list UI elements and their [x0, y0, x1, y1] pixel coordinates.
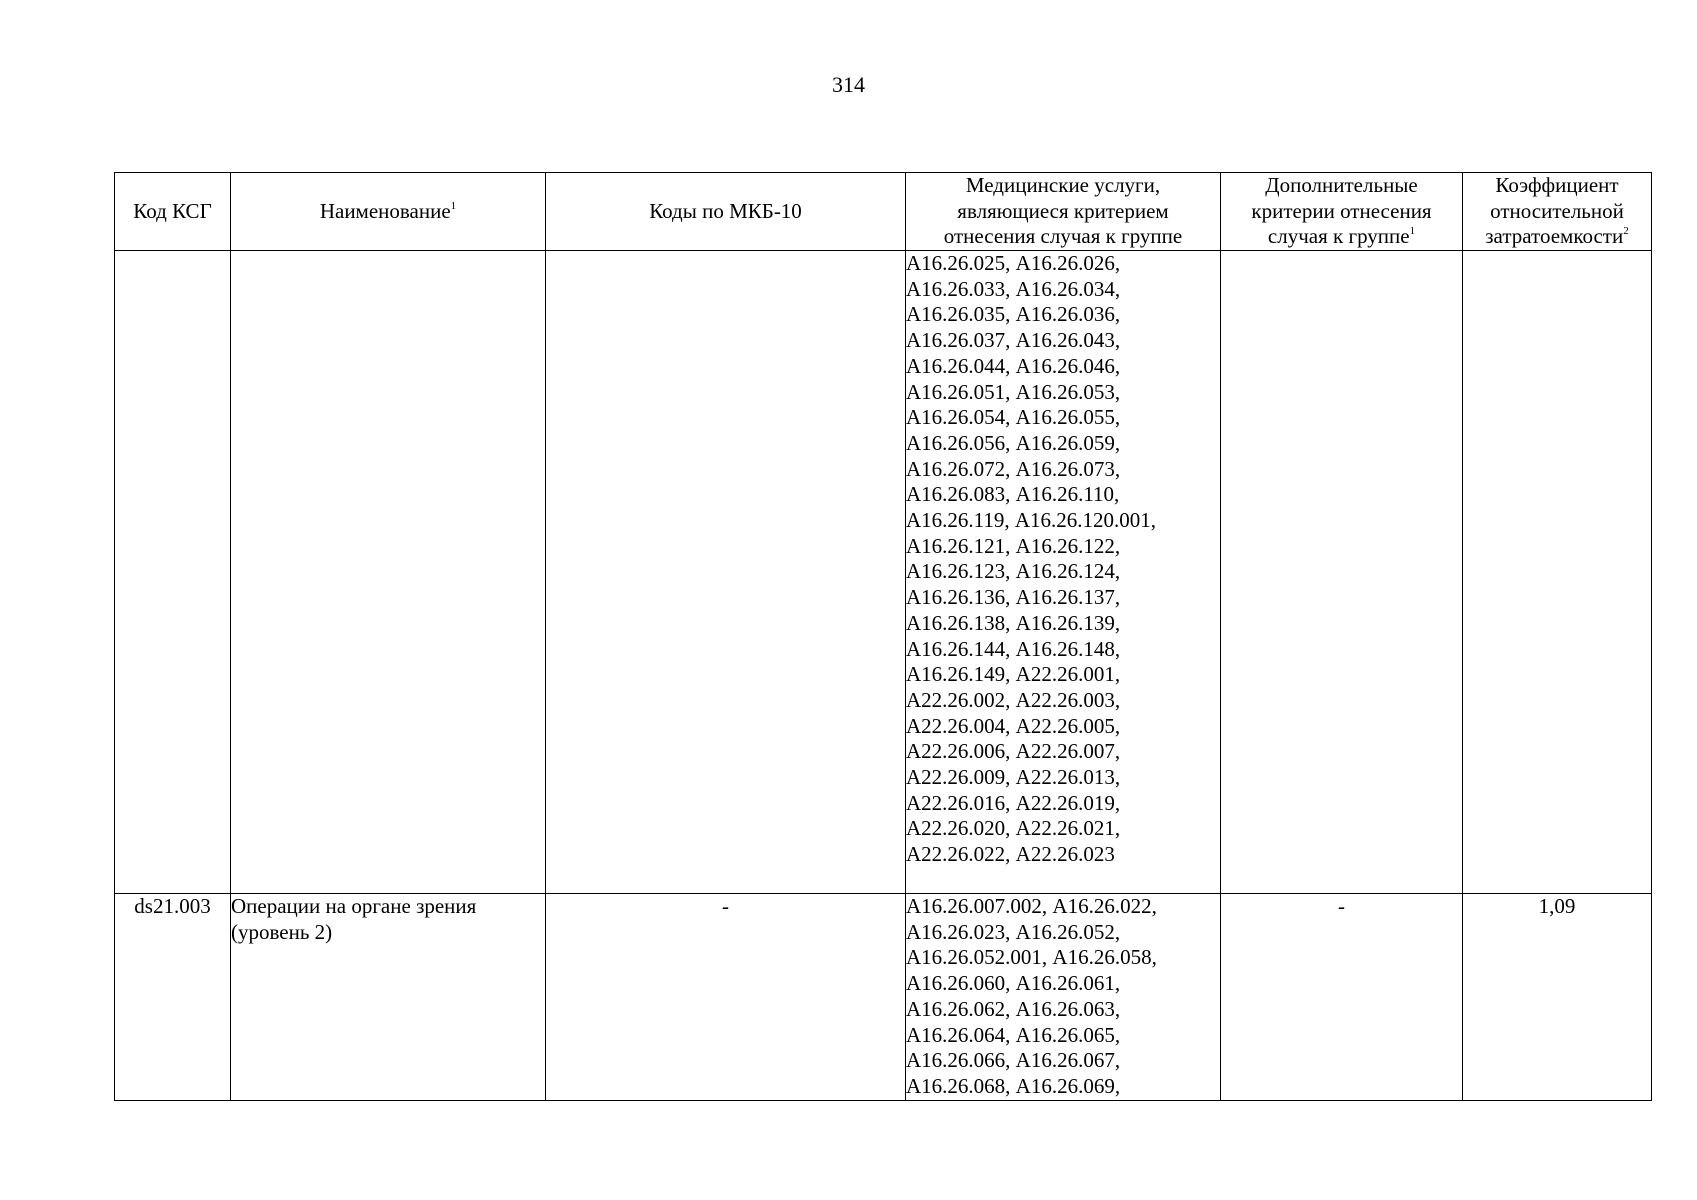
cell-services: А16.26.025, А16.26.026, А16.26.033, А16.26.034, А16.26.035, А16.26.036, А16.26.037, А16.26.043, А16.26.044, А16.26.046, А16.26.051, А16.26.053, А16.26.054, А16.26.055, А16.26.056, А16.26.059, А16.26.072, А16.26.073, А16.26.083, А16.26.110, А16.26.119, А16.26.120.001, А16.26.121, А16.26.122, А16.26.123, А16.26.124, А16.26.136, А16.26.137, А16.26.138, А16.26.139, А16.26.144, А16.26.148, А16.26.149, А22.26.001, А22.26.002, А22.26.003, А22.26.004, А22.26.005, А22.26.006, А22.26.007, А22.26.009, А22.26.013, А22.26.016, А22.26.019, А22.26.020, А22.26.021, А22.26.022, А22.26.023	[906, 251, 1221, 894]
cell-code: ds21.003	[115, 894, 231, 1101]
cell-icd	[546, 251, 906, 894]
table-header-row	[115, 173, 1652, 251]
cell-services: А16.26.007.002, А16.26.022, А16.26.023, А16.26.052, А16.26.052.001, А16.26.058, А16.26.060, А16.26.061, А16.26.062, А16.26.063, А16.26.064, А16.26.065, А16.26.066, А16.26.067, А16.26.068, А16.26.069,	[906, 894, 1221, 1101]
header-code: Код КСГ	[115, 173, 231, 251]
cell-coefficient	[1463, 251, 1652, 894]
header-name: Наименование$^1$	[231, 173, 546, 251]
cell-icd: -	[546, 894, 906, 1101]
table-row	[115, 251, 1652, 894]
header-additional-criteria: Дополнительные критерии отнесения случая к группе$^1$	[1221, 173, 1463, 251]
cell-name	[231, 251, 546, 894]
table-row	[115, 894, 1652, 1101]
cell-additional-criteria	[1221, 251, 1463, 894]
header-coefficient: Коэффициент относительной затратоемкости$^2$	[1463, 173, 1652, 251]
footnote-mark: 1	[1409, 225, 1416, 238]
cell-name: Операции на органе зрения (уровень 2)	[231, 894, 546, 1101]
header-icd: Коды по МКБ-10	[546, 173, 906, 251]
cell-coefficient: 1,09	[1463, 894, 1652, 1101]
footnote-mark: 1	[450, 199, 457, 212]
cell-code	[115, 251, 231, 894]
page-number: 314	[832, 72, 865, 97]
footnote-mark: 2	[1623, 225, 1629, 238]
cell-additional-criteria: -	[1221, 894, 1463, 1101]
header-services: Медицинские услуги, являющиеся критерием отнесения случая к группе	[906, 173, 1221, 251]
ksg-table	[114, 172, 1652, 1101]
